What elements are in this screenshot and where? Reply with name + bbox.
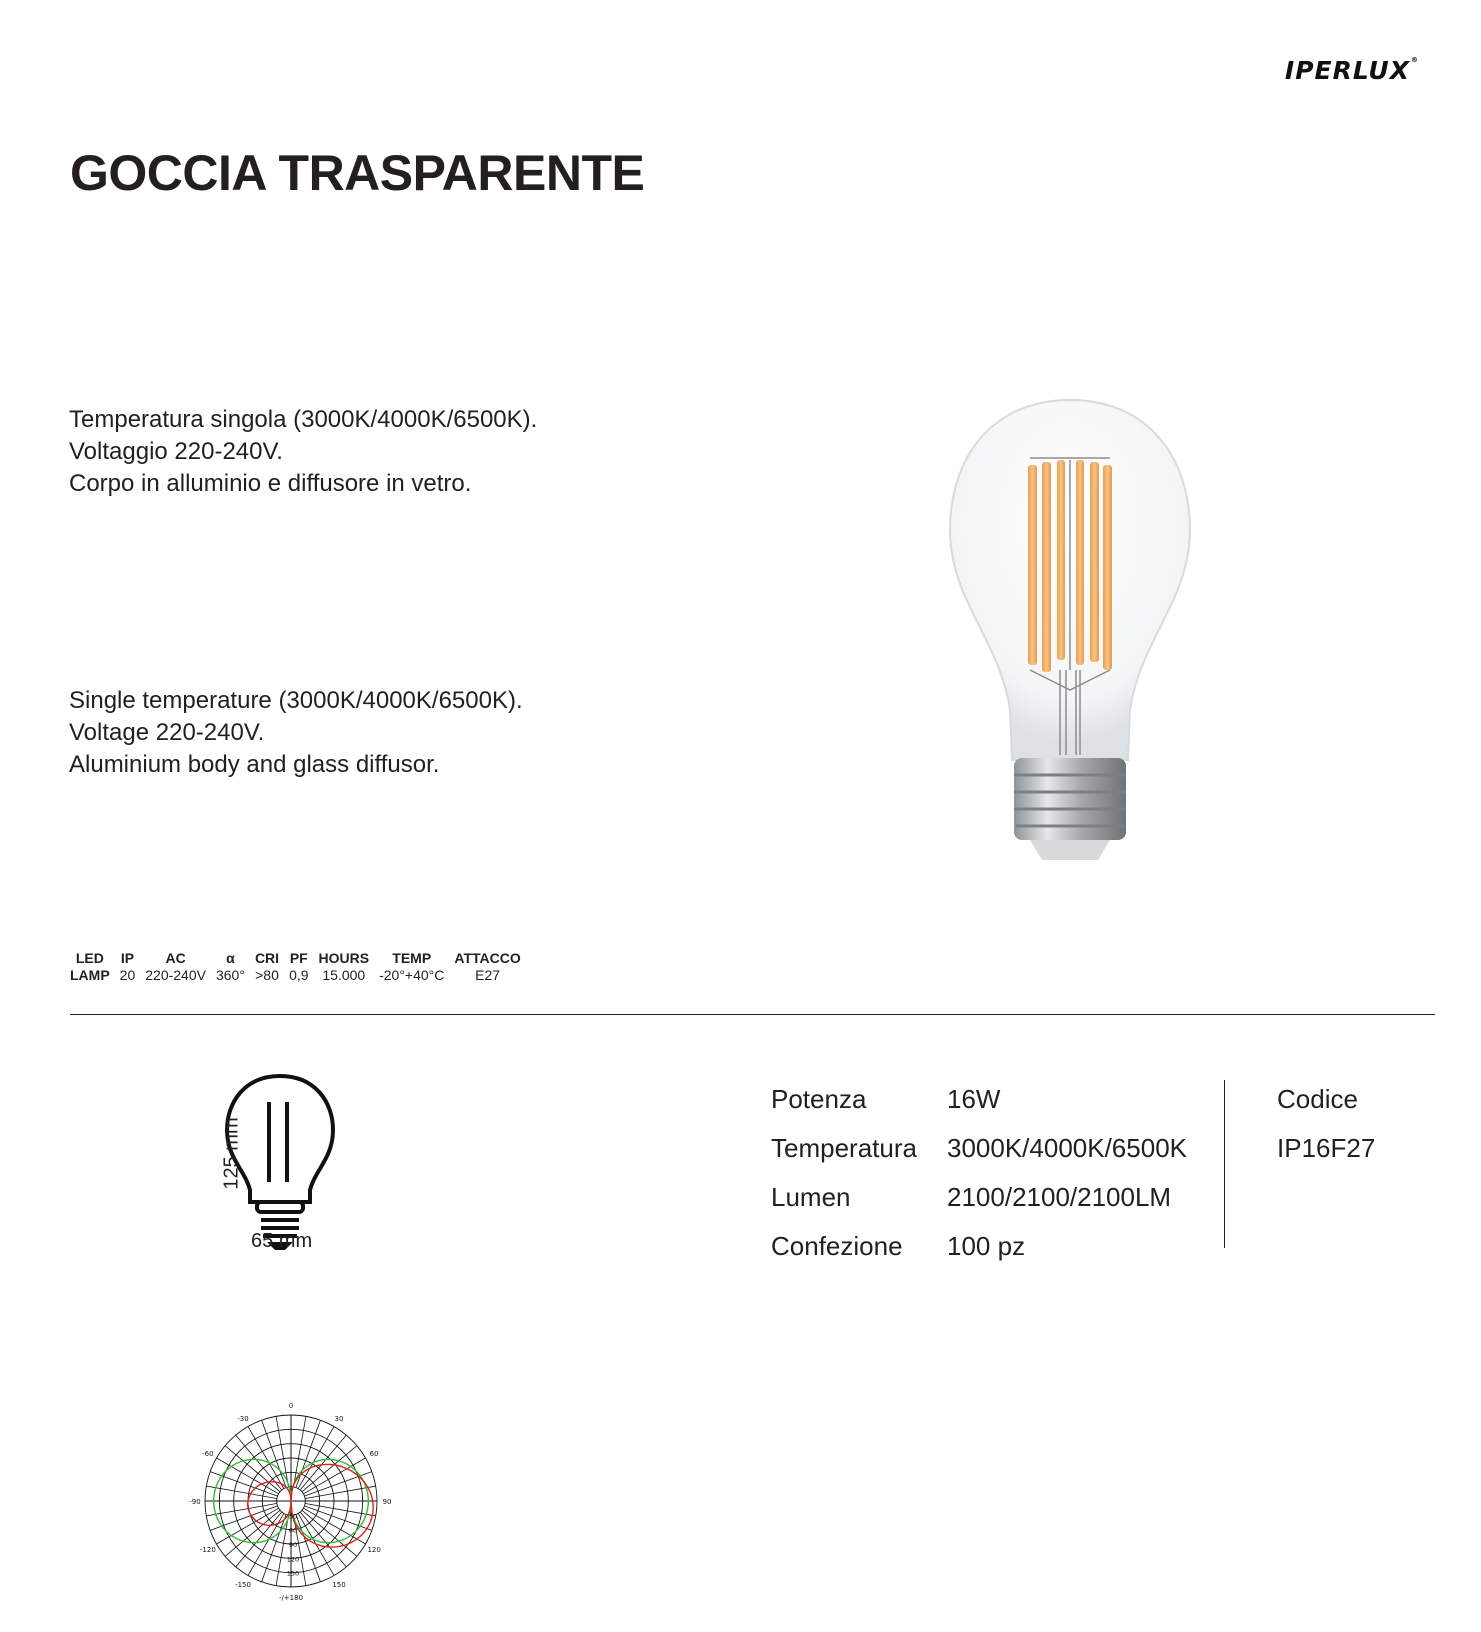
spec-value: 360° xyxy=(215,967,245,983)
spec-label: Temperatura xyxy=(771,1133,917,1163)
description-line: Single temperature (3000K/4000K/6500K). xyxy=(69,687,523,714)
spec-value: 3000K/4000K/6500K xyxy=(947,1133,1187,1163)
polar-angle-label: 0 xyxy=(288,1402,294,1410)
description-line: Voltaggio 220-240V. xyxy=(69,438,283,465)
description-english xyxy=(69,685,523,781)
description-line: Temperatura singola (3000K/4000K/6500K). xyxy=(69,406,538,433)
spec-label: Lumen xyxy=(771,1182,851,1212)
spec-value: 2100/2100/2100LM xyxy=(947,1182,1172,1212)
spec-value: 15.000 xyxy=(322,967,366,983)
product-photo-bulb xyxy=(930,390,1210,880)
polar-angle-label: -60 xyxy=(202,1450,214,1458)
description-line: Corpo in alluminio e diffusore in vetro. xyxy=(69,470,472,497)
spec-value: 20 xyxy=(119,967,136,983)
spec-row-temperatura xyxy=(771,1124,1227,1173)
spec-strip-headers xyxy=(66,950,526,967)
spec-value: LAMP xyxy=(70,967,110,983)
code-label: Codice xyxy=(1277,1084,1358,1114)
spec-value: 100 pz xyxy=(947,1231,1026,1261)
code-value: IP16F27 xyxy=(1277,1133,1376,1163)
spec-label: Confezione xyxy=(771,1231,903,1261)
spec-value: -20°+40°C xyxy=(379,967,445,983)
description-italian xyxy=(69,404,537,500)
spec-row-potenza xyxy=(771,1075,1227,1124)
spec-strip-values xyxy=(66,967,526,984)
polar-angle-label: -30 xyxy=(237,1414,249,1423)
spec-label: Potenza xyxy=(771,1084,867,1114)
polar-angle-label: -/+180 xyxy=(278,1594,304,1602)
column-divider xyxy=(1224,1080,1225,1248)
spec-strip xyxy=(66,950,526,984)
spec-header: TEMP xyxy=(392,950,432,966)
polar-angle-label: 150 xyxy=(332,1581,346,1590)
spec-header: ATTACCO xyxy=(454,950,521,966)
polar-radial-label: 60 xyxy=(288,1526,298,1535)
spec-value: >80 xyxy=(255,967,279,983)
spec-header: LED xyxy=(75,950,104,966)
description-line: Voltage 220-240V. xyxy=(69,719,265,746)
spec-header: CRI xyxy=(254,950,280,966)
polar-spoke xyxy=(302,1510,357,1556)
spec-header: AC xyxy=(165,950,186,966)
description-line: Aluminium body and glass diffusor. xyxy=(69,751,440,778)
brand-logo: IPERLUX® xyxy=(1284,56,1419,85)
polar-radial-label: 30 xyxy=(288,1512,298,1521)
product-code xyxy=(1277,1075,1375,1173)
section-divider xyxy=(70,1014,1435,1015)
bulb-base xyxy=(1014,758,1126,840)
product-title: GOCCIA TRASPARENTE xyxy=(70,145,645,201)
polar-radial-label: 120 xyxy=(286,1555,300,1564)
dimension-width: 65 mm xyxy=(251,1230,313,1252)
polar-angle-label: 90 xyxy=(382,1498,392,1506)
spec-table xyxy=(771,1075,1227,1271)
polar-spoke xyxy=(300,1435,346,1490)
spec-header: PF xyxy=(289,950,308,966)
polar-angle-label: -150 xyxy=(235,1581,251,1590)
spec-value: 220-240V xyxy=(145,967,206,983)
polar-angle-label: 60 xyxy=(369,1450,379,1458)
polar-radial-label: 150 xyxy=(286,1569,300,1578)
polar-angle-label: -120 xyxy=(199,1546,216,1554)
polar-radial-label: 90 xyxy=(288,1541,298,1549)
dimension-height: 125 mm xyxy=(220,1117,243,1190)
spec-value: 16W xyxy=(947,1084,1001,1114)
spec-value: 0,9 xyxy=(289,967,309,983)
polar-spoke xyxy=(236,1512,282,1567)
polar-angle-label: 120 xyxy=(367,1546,381,1554)
spec-header: α xyxy=(226,950,235,966)
polar-angle-label: -90 xyxy=(189,1498,201,1506)
spec-row-lumen xyxy=(771,1173,1227,1222)
polar-angle-label: 30 xyxy=(334,1414,344,1423)
spec-value: E27 xyxy=(475,967,501,983)
spec-header: HOURS xyxy=(318,950,370,966)
polar-light-distribution-diagram xyxy=(186,1396,396,1606)
polar-spoke xyxy=(225,1446,280,1492)
spec-row-confezione xyxy=(771,1222,1227,1271)
spec-header: IP xyxy=(120,950,135,966)
